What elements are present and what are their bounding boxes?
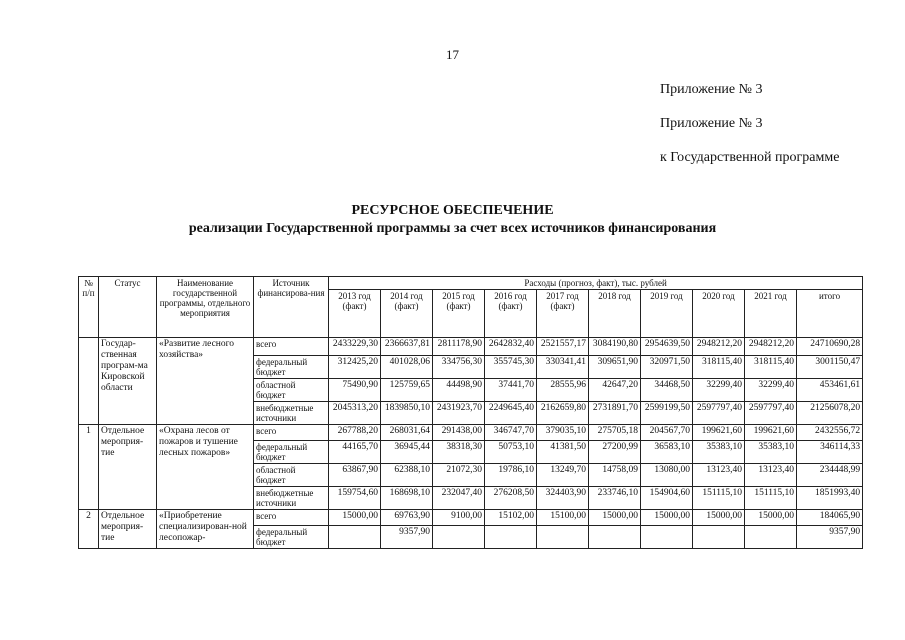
row-value-cell: 38318,30 <box>433 441 485 464</box>
row-value-cell: 318115,40 <box>745 356 797 379</box>
row-value-cell: 50753,10 <box>485 441 537 464</box>
row-value-cell: 2811178,90 <box>433 338 485 356</box>
row-value-cell <box>745 526 797 549</box>
row-value-cell: 2249645,40 <box>485 402 537 425</box>
row-status: Отдельное мероприя-тие <box>99 510 157 549</box>
appendix-line-2: Приложение № 3 <box>660 116 763 131</box>
row-value-cell: 69763,90 <box>381 510 433 526</box>
header-year: 2020 год <box>693 290 745 338</box>
row-value-cell: 159754,60 <box>329 487 381 510</box>
table-row <box>79 510 863 526</box>
row-total-cell: 346114,33 <box>797 441 863 464</box>
header-year: 2019 год <box>641 290 693 338</box>
row-value-cell: 233746,10 <box>589 487 641 510</box>
row-value-cell: 334756,30 <box>433 356 485 379</box>
row-source: федеральный бюджет <box>254 356 329 379</box>
row-value-cell: 355745,30 <box>485 356 537 379</box>
row-source: всего <box>254 425 329 441</box>
row-source: областной бюджет <box>254 464 329 487</box>
row-total-cell: 234448,99 <box>797 464 863 487</box>
row-value-cell: 27200,99 <box>589 441 641 464</box>
row-value-cell: 291438,00 <box>433 425 485 441</box>
row-source: федеральный бюджет <box>254 526 329 549</box>
row-value-cell: 41381,50 <box>537 441 589 464</box>
row-value-cell: 2431923,70 <box>433 402 485 425</box>
row-value-cell: 32299,40 <box>693 379 745 402</box>
row-value-cell: 15000,00 <box>745 510 797 526</box>
row-num <box>79 338 99 425</box>
page-number: 17 <box>446 47 459 62</box>
row-value-cell <box>433 526 485 549</box>
row-value-cell: 14758,09 <box>589 464 641 487</box>
header-row-1 <box>79 277 863 290</box>
header-expenses: Расходы (прогноз, факт), тыс. рублей <box>329 277 863 290</box>
header-total: итого <box>797 290 863 338</box>
appendix-line-1: Приложение № 3 <box>660 82 763 97</box>
row-value-cell: 28555,96 <box>537 379 589 402</box>
row-name: «Развитие лесного хозяйства» <box>157 338 254 425</box>
row-value-cell: 401028,06 <box>381 356 433 379</box>
row-source: областной бюджет <box>254 379 329 402</box>
row-value-cell <box>641 526 693 549</box>
row-value-cell: 15000,00 <box>589 510 641 526</box>
row-value-cell: 2948212,20 <box>693 338 745 356</box>
row-total-cell: 2432556,72 <box>797 425 863 441</box>
row-value-cell: 15102,00 <box>485 510 537 526</box>
row-value-cell: 330341,41 <box>537 356 589 379</box>
row-value-cell: 9100,00 <box>433 510 485 526</box>
row-source: всего <box>254 510 329 526</box>
appendix-line-3: к Государственной программе <box>660 150 840 165</box>
header-year: 2018 год <box>589 290 641 338</box>
row-value-cell: 275705,18 <box>589 425 641 441</box>
header-year: 2016 год (факт) <box>485 290 537 338</box>
row-value-cell: 151115,10 <box>745 487 797 510</box>
row-value-cell: 346747,70 <box>485 425 537 441</box>
row-value-cell: 2433229,30 <box>329 338 381 356</box>
row-value-cell: 1839850,10 <box>381 402 433 425</box>
document-title: РЕСУРСНОЕ ОБЕСПЕЧЕНИЕ <box>351 203 554 218</box>
row-value-cell: 268031,64 <box>381 425 433 441</box>
row-source: внебюджетные источники <box>254 402 329 425</box>
row-value-cell: 21072,30 <box>433 464 485 487</box>
row-value-cell: 276208,50 <box>485 487 537 510</box>
row-value-cell: 44498,90 <box>433 379 485 402</box>
row-value-cell: 75490,90 <box>329 379 381 402</box>
row-value-cell: 15000,00 <box>641 510 693 526</box>
row-num: 1 <box>79 425 99 510</box>
header-year: 2021 год <box>745 290 797 338</box>
header-name: Наименование государственной программы, отдельного мероприятия <box>157 277 254 338</box>
row-source: внебюджетные источники <box>254 487 329 510</box>
row-value-cell: 199621,60 <box>693 425 745 441</box>
row-value-cell: 36583,10 <box>641 441 693 464</box>
row-value-cell: 44165,70 <box>329 441 381 464</box>
row-value-cell: 32299,40 <box>745 379 797 402</box>
row-value-cell: 2599199,50 <box>641 402 693 425</box>
row-value-cell: 13123,40 <box>745 464 797 487</box>
row-value-cell: 15100,00 <box>537 510 589 526</box>
row-value-cell: 19786,10 <box>485 464 537 487</box>
row-value-cell: 2954639,50 <box>641 338 693 356</box>
header-year: 2014 год (факт) <box>381 290 433 338</box>
row-value-cell <box>485 526 537 549</box>
row-value-cell: 318115,40 <box>693 356 745 379</box>
row-value-cell: 154904,60 <box>641 487 693 510</box>
row-value-cell: 379035,10 <box>537 425 589 441</box>
row-source: всего <box>254 338 329 356</box>
row-total-cell: 9357,90 <box>797 526 863 549</box>
row-value-cell: 13123,40 <box>693 464 745 487</box>
row-value-cell: 34468,50 <box>641 379 693 402</box>
header-status: Статус <box>99 277 157 338</box>
row-value-cell: 324403,90 <box>537 487 589 510</box>
header-num: № п/п <box>79 277 99 338</box>
row-value-cell: 125759,65 <box>381 379 433 402</box>
row-value-cell: 2642832,40 <box>485 338 537 356</box>
row-value-cell: 9357,90 <box>381 526 433 549</box>
row-value-cell: 35383,10 <box>745 441 797 464</box>
row-value-cell: 36945,44 <box>381 441 433 464</box>
row-value-cell <box>329 526 381 549</box>
row-total-cell: 184065,90 <box>797 510 863 526</box>
row-status: Государ-ственная програм-ма Кировской области <box>99 338 157 425</box>
row-total-cell: 21256078,20 <box>797 402 863 425</box>
row-value-cell: 320971,50 <box>641 356 693 379</box>
row-source: федеральный бюджет <box>254 441 329 464</box>
row-value-cell: 2597797,40 <box>693 402 745 425</box>
row-value-cell: 2597797,40 <box>745 402 797 425</box>
row-value-cell: 309651,90 <box>589 356 641 379</box>
row-value-cell: 168698,10 <box>381 487 433 510</box>
row-total-cell: 453461,61 <box>797 379 863 402</box>
row-name: «Приобретение специализирован-ной лесопожар- <box>157 510 254 549</box>
row-value-cell: 2162659,80 <box>537 402 589 425</box>
row-value-cell: 199621,60 <box>745 425 797 441</box>
row-value-cell: 204567,70 <box>641 425 693 441</box>
row-value-cell: 2521557,17 <box>537 338 589 356</box>
row-total-cell: 1851993,40 <box>797 487 863 510</box>
document-subtitle: реализации Государственной программы за счет всех источников финансирования <box>188 221 717 236</box>
row-value-cell <box>589 526 641 549</box>
row-value-cell: 15000,00 <box>693 510 745 526</box>
row-value-cell: 312425,20 <box>329 356 381 379</box>
row-value-cell: 62388,10 <box>381 464 433 487</box>
row-value-cell <box>537 526 589 549</box>
resource-table <box>78 276 863 549</box>
row-num: 2 <box>79 510 99 549</box>
row-total-cell: 24710690,28 <box>797 338 863 356</box>
row-value-cell: 3084190,80 <box>589 338 641 356</box>
header-source: Источник финансирова-ния <box>254 277 329 338</box>
row-value-cell: 15000,00 <box>329 510 381 526</box>
row-value-cell: 2731891,70 <box>589 402 641 425</box>
row-value-cell: 13249,70 <box>537 464 589 487</box>
row-value-cell: 267788,20 <box>329 425 381 441</box>
row-total-cell: 3001150,47 <box>797 356 863 379</box>
table-body <box>79 338 863 549</box>
row-value-cell: 63867,90 <box>329 464 381 487</box>
header-year: 2013 год (факт) <box>329 290 381 338</box>
row-name: «Охрана лесов от пожаров и тушение лесных пожаров» <box>157 425 254 510</box>
row-value-cell: 2948212,20 <box>745 338 797 356</box>
table-row <box>79 338 863 356</box>
row-value-cell: 42647,20 <box>589 379 641 402</box>
row-value-cell: 2366637,81 <box>381 338 433 356</box>
header-year: 2017 год (факт) <box>537 290 589 338</box>
row-value-cell: 151115,10 <box>693 487 745 510</box>
row-status: Отдельное мероприя-тие <box>99 425 157 510</box>
row-value-cell: 35383,10 <box>693 441 745 464</box>
row-value-cell: 2045313,20 <box>329 402 381 425</box>
header-year: 2015 год (факт) <box>433 290 485 338</box>
row-value-cell: 13080,00 <box>641 464 693 487</box>
row-value-cell <box>693 526 745 549</box>
row-value-cell: 232047,40 <box>433 487 485 510</box>
row-value-cell: 37441,70 <box>485 379 537 402</box>
table-row <box>79 425 863 441</box>
